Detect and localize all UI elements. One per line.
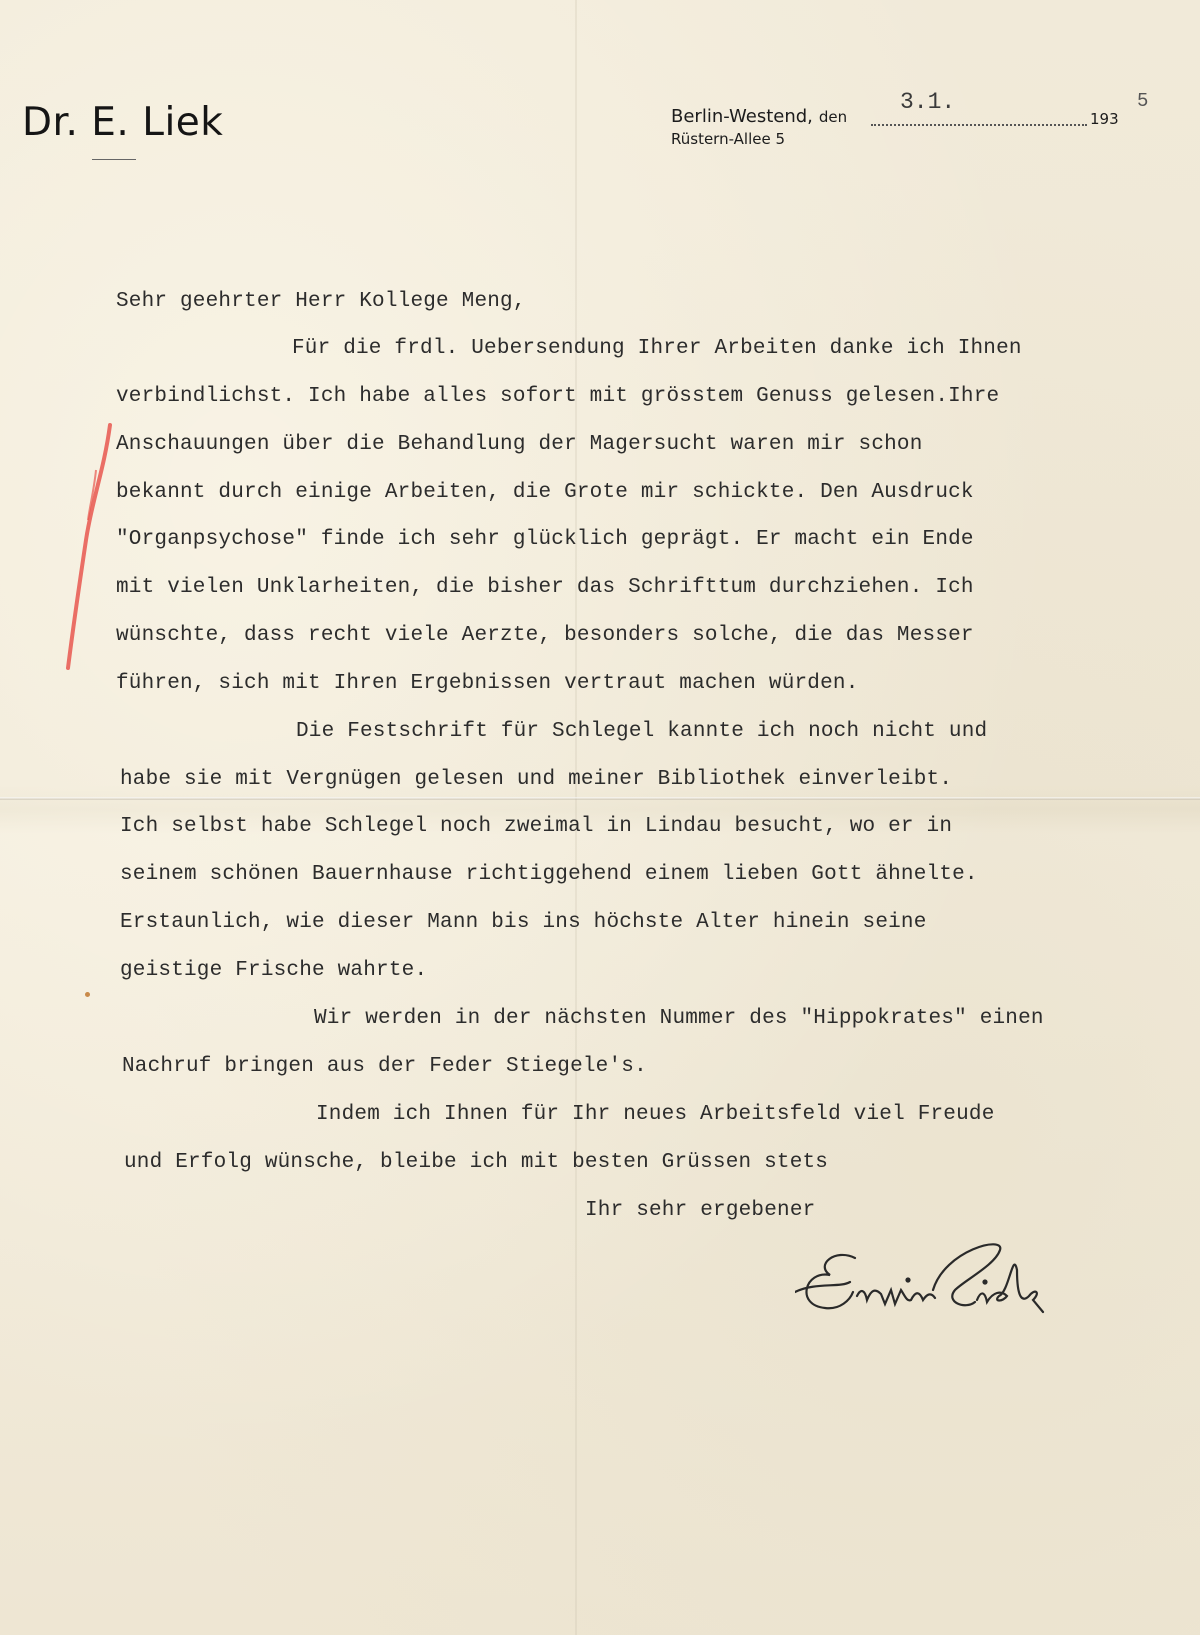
body-line: "Organpsychose" finde ich sehr glücklich geprägt. Er macht ein Ende: [116, 528, 974, 551]
letterhead-city: Berlin-Westend,: [671, 106, 813, 127]
body-line: Nachruf bringen aus der Feder Stiegele's.: [122, 1055, 647, 1078]
body-line: seinem schönen Bauernhause richtiggehend einem lieben Gott ähnelte.: [120, 863, 978, 886]
body-line: wünschte, dass recht viele Aerzte, besonders solche, die das Messer: [116, 624, 974, 647]
paper-fold-horizontal: [0, 797, 1200, 800]
typed-year-digit: 5: [1137, 90, 1149, 112]
body-line: Erstaunlich, wie dieser Mann bis ins höchste Alter hinein seine: [120, 911, 927, 934]
letterhead-place: [671, 106, 847, 127]
handwritten-signature: [795, 1230, 1095, 1360]
body-line: geistige Frische wahrte.: [120, 959, 428, 982]
letterhead-year-prefix: 193: [1090, 110, 1119, 128]
letterhead-name: Dr. E. Liek: [22, 100, 224, 145]
body-line: bekannt durch einige Arbeiten, die Grote mir schickte. Den Ausdruck: [116, 481, 974, 504]
letterhead-street: Rüstern-Allee 5: [671, 130, 786, 148]
body-line: Für die frdl. Uebersendung Ihrer Arbeiten danke ich Ihnen: [292, 337, 1022, 360]
body-line: und Erfolg wünsche, bleibe ich mit besten Grüssen stets: [124, 1151, 829, 1174]
body-line: führen, sich mit Ihren Ergebnissen vertraut machen würden.: [116, 672, 859, 695]
date-dotted-line: [871, 124, 1087, 126]
body-line: mit vielen Unklarheiten, die bisher das Schrifttum durchziehen. Ich: [116, 576, 974, 599]
body-line: Anschauungen über die Behandlung der Magersucht waren mir schon: [116, 433, 923, 456]
body-line: Ich selbst habe Schlegel noch zweimal in Lindau besucht, wo er in: [120, 815, 953, 838]
body-line: Wir werden in der nächsten Nummer des "Hippokrates" einen: [314, 1007, 1044, 1030]
closing: Ihr sehr ergebener: [585, 1199, 816, 1222]
margin-dot: [85, 992, 90, 997]
salutation: Sehr geehrter Herr Kollege Meng,: [116, 290, 526, 313]
body-line: Die Festschrift für Schlegel kannte ich noch nicht und: [296, 720, 988, 743]
typed-date: 3.1.: [900, 89, 956, 115]
red-pencil-margin-mark: [0, 0, 160, 700]
body-line: habe sie mit Vergnügen gelesen und meiner Bibliothek einverleibt.: [120, 768, 953, 791]
letterhead-den-label: den: [818, 108, 848, 126]
body-line: Indem ich Ihnen für Ihr neues Arbeitsfeld viel Freude: [316, 1103, 995, 1126]
body-line: verbindlichst. Ich habe alles sofort mit grösstem Genuss gelesen.Ihre: [116, 385, 1000, 408]
